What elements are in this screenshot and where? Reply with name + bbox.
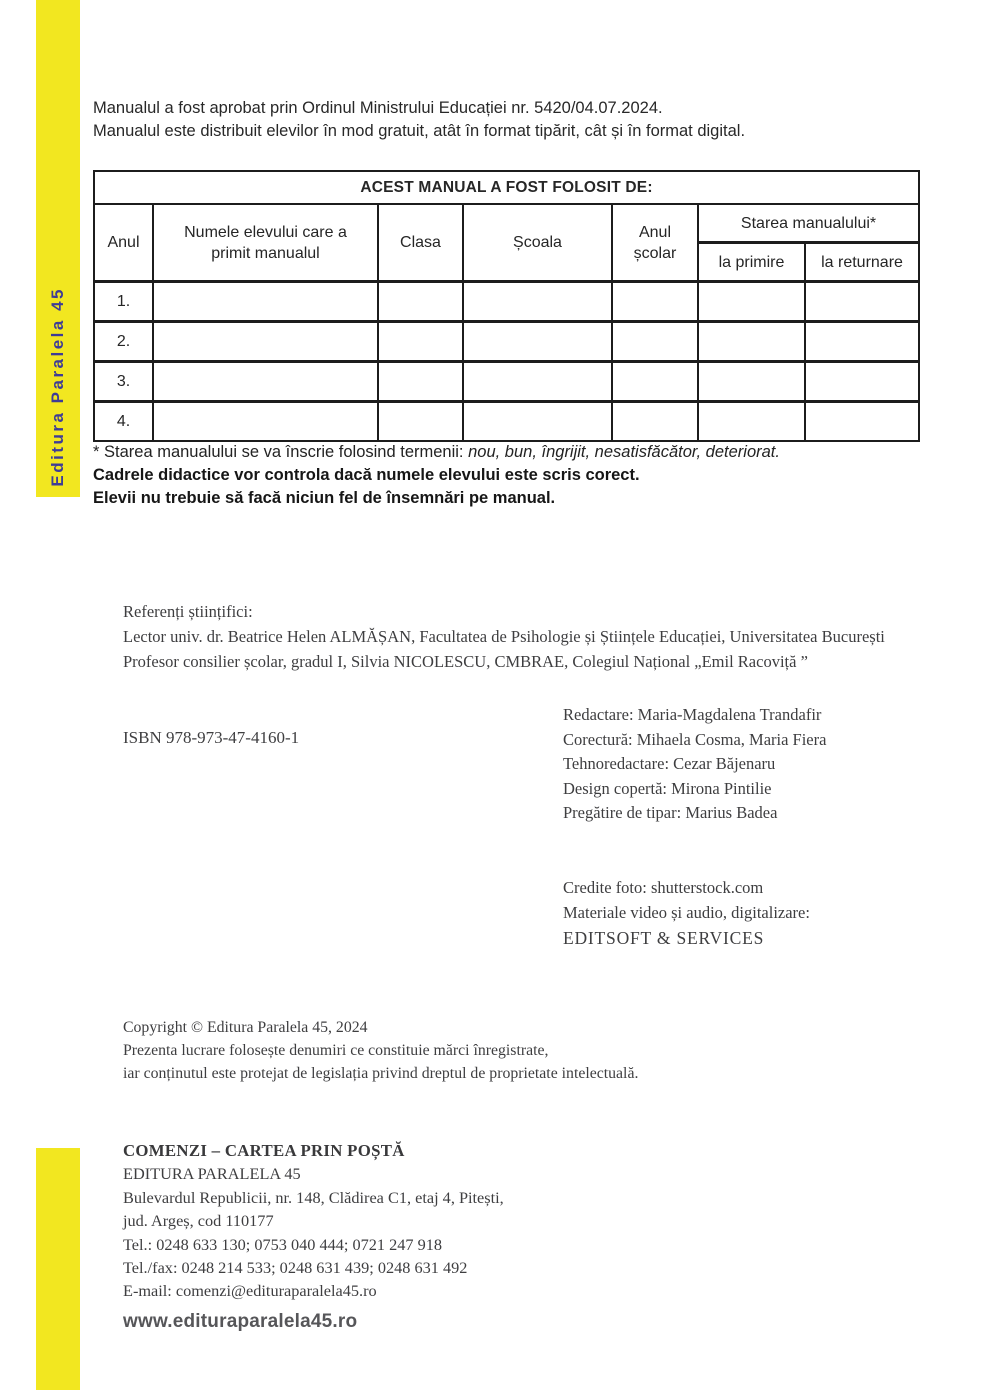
manual-usage-table (93, 170, 920, 442)
empty-cell (612, 402, 698, 442)
orders-phone-fax: Tel./fax: 0248 214 533; 0248 631 439; 0248 631 492 (123, 1258, 468, 1278)
empty-cell (153, 362, 378, 402)
reviewer-line-1: Lector univ. dr. Beatrice Helen ALMĂȘAN, Facultatea de Psihologie și Științele Educației, Universitatea București (123, 626, 885, 646)
photo-credit: Credite foto: shutterstock.com (563, 878, 764, 897)
publisher-stripe-bottom (36, 1148, 80, 1390)
orders-phone: Tel.: 0248 633 130; 0753 040 444; 0721 247 918 (123, 1234, 443, 1254)
copyright-line-3: iar conținutul este protejat de legislația privind dreptul de proprietate intelectuală. (123, 1065, 639, 1083)
col-header-condition: Starea manualului* (698, 204, 919, 243)
digitalization-company: EDITSOFT & SERVICES (563, 927, 765, 948)
col-header-class: Clasa (378, 204, 463, 282)
empty-cell (612, 362, 698, 402)
orders-address-line-1: Bulevardul Republicii, nr. 148, Clădirea C1, etaj 4, Pitești, (123, 1187, 504, 1207)
col-header-on-return: la returnare (805, 243, 919, 282)
empty-cell (378, 282, 463, 322)
condition-terms: nou, bun, îngrijit, nesatisfăcător, deteriorat. (468, 443, 780, 461)
media-credits (563, 876, 810, 950)
row-number: 1. (94, 282, 153, 322)
copyright-notice (123, 1016, 638, 1086)
orders-contact-block (123, 1139, 504, 1303)
publisher-website: www.edituraparalela45.ro (123, 1311, 358, 1332)
table-title: ACEST MANUAL A FOST FOLOSIT DE: (94, 171, 919, 204)
orders-publisher: EDITURA PARALELA 45 (123, 1164, 301, 1184)
empty-cell (698, 282, 805, 322)
row-number: 3. (94, 362, 153, 402)
col-header-year: Anul (94, 204, 153, 282)
empty-cell (463, 362, 612, 402)
empty-cell (805, 402, 919, 442)
empty-cell (612, 282, 698, 322)
empty-cell (378, 322, 463, 362)
col-header-school: Școala (463, 204, 612, 282)
publisher-stripe-top (36, 0, 80, 497)
orders-address-line-2: jud. Argeș, cod 110177 (123, 1211, 274, 1231)
table-row-3 (94, 362, 919, 402)
isbn: ISBN 978-973-47-4160-1 (123, 728, 300, 747)
empty-cell (378, 402, 463, 442)
orders-heading: COMENZI – CARTEA PRIN POȘTĂ (123, 1141, 405, 1160)
col-header-on-receipt: la primire (698, 243, 805, 282)
table-row-1 (94, 282, 919, 322)
table-row-4 (94, 402, 919, 442)
credit-prepress: Pregătire de tipar: Marius Badea (563, 803, 778, 823)
row-number: 2. (94, 322, 153, 362)
empty-cell (805, 362, 919, 402)
empty-cell (378, 362, 463, 402)
empty-cell (463, 402, 612, 442)
credit-typesetting: Tehnoredactare: Cezar Băjenaru (563, 754, 776, 774)
empty-cell (153, 282, 378, 322)
credit-editing: Redactare: Maria-Magdalena Trandafir (563, 705, 822, 724)
approval-line-2: Manualul este distribuit elevilor în mod gratuit, atât în format tipărit, cât și în format digital. (93, 122, 746, 140)
approval-statement (93, 97, 745, 143)
row-number: 4. (94, 402, 153, 442)
empty-cell (698, 402, 805, 442)
condition-note-prefix: * Starea manualului se va înscrie folosind termenii: (93, 443, 469, 461)
reviewer-line-2: Profesor consilier școlar, gradul I, Silvia NICOLESCU, CMBRAE, Colegiul Național „Emil Racoviță ” (123, 651, 808, 671)
copyright-line-1: Copyright © Editura Paralela 45, 2024 (123, 1019, 368, 1036)
reviewers-heading: Referenți științifici: (123, 602, 253, 621)
teacher-note: Cadrele didactice vor controla dacă numele elevului este scris corect. (93, 466, 640, 484)
credit-cover-design: Design copertă: Mirona Pintilie (563, 778, 772, 798)
production-credits (563, 703, 826, 826)
empty-cell (463, 322, 612, 362)
table-row-2 (94, 322, 919, 362)
condition-note (93, 441, 780, 464)
empty-cell (805, 282, 919, 322)
approval-line-1: Manualul a fost aprobat prin Ordinul Ministrului Educației nr. 5420/04.07.2024. (93, 99, 663, 117)
scientific-reviewers (123, 600, 885, 674)
empty-cell (153, 402, 378, 442)
publisher-stripe-label: Editura Paralela 45 (48, 287, 67, 487)
table-header-row (94, 204, 919, 243)
empty-cell (463, 282, 612, 322)
student-note: Elevii nu trebuie să facă niciun fel de însemnări pe manual. (93, 489, 556, 507)
table-title-row (94, 171, 919, 204)
orders-email: E-mail: comenzi@edituraparalela45.ro (123, 1281, 377, 1301)
empty-cell (153, 322, 378, 362)
credit-proofreading: Corectură: Mihaela Cosma, Maria Fiera (563, 729, 827, 749)
copyright-line-2: Prezenta lucrare folosește denumiri ce constituie mărci înregistrate, (123, 1042, 549, 1060)
table-footnote (93, 441, 780, 510)
col-header-school-year: Anul școlar (612, 204, 698, 282)
empty-cell (612, 322, 698, 362)
empty-cell (698, 362, 805, 402)
empty-cell (805, 322, 919, 362)
col-header-student-name: Numele elevului care a primit manualul (153, 204, 378, 282)
empty-cell (698, 322, 805, 362)
video-audio-credit: Materiale video și audio, digitalizare: (563, 902, 810, 922)
